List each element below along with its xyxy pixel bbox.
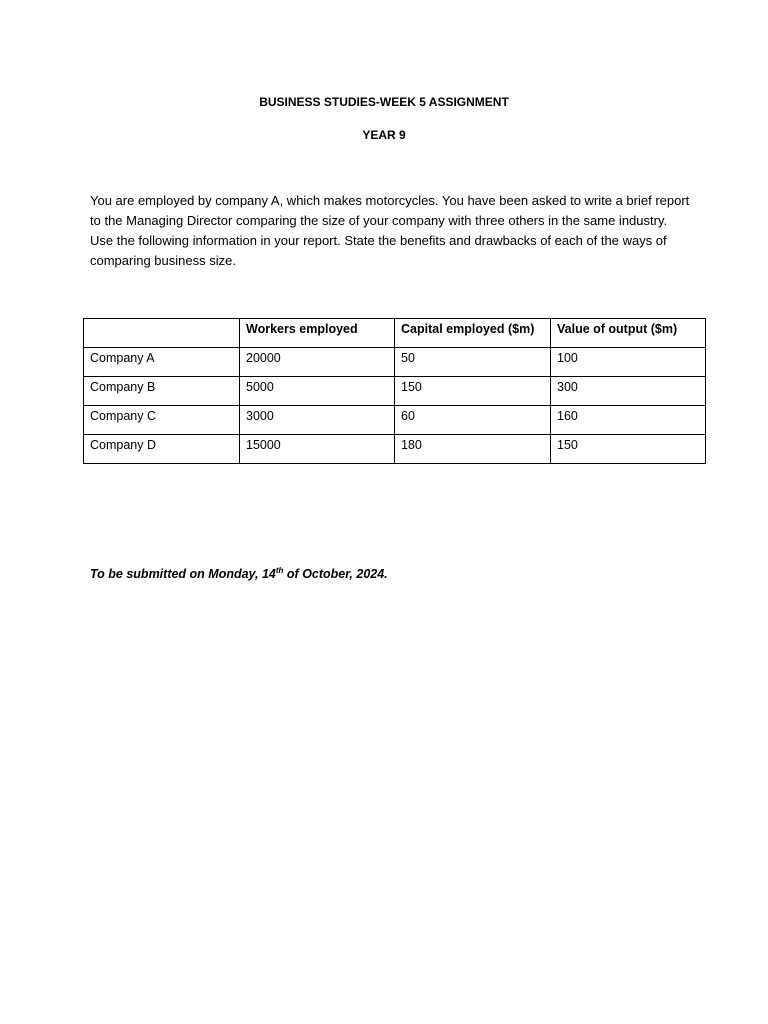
table-cell: 300 xyxy=(551,377,706,406)
deadline-superscript: th xyxy=(275,565,284,575)
table-header-cell: Value of output ($m) xyxy=(551,319,706,348)
intro-paragraph xyxy=(90,191,690,271)
table-header-row xyxy=(84,319,706,348)
document-subtitle: YEAR 9 xyxy=(362,128,406,142)
table-header-cell: Workers employed xyxy=(240,319,395,348)
intro-line: You are employed by company A, which makes motorcycles. You have been asked to write a brief report xyxy=(90,193,690,208)
table-cell: Company B xyxy=(84,377,240,406)
intro-line: comparing business size. xyxy=(90,253,236,268)
intro-line: Use the following information in your report. State the benefits and drawbacks of each of the ways of xyxy=(90,233,667,248)
table-row xyxy=(84,348,706,377)
table-row xyxy=(84,406,706,435)
table-cell: 100 xyxy=(551,348,706,377)
deadline-suffix: of October, 2024. xyxy=(283,567,388,581)
table-cell: 150 xyxy=(395,377,551,406)
table-cell: Company C xyxy=(84,406,240,435)
table-cell: 50 xyxy=(395,348,551,377)
company-comparison-table xyxy=(83,318,706,464)
table-cell: Company D xyxy=(84,435,240,464)
table-cell: 60 xyxy=(395,406,551,435)
table-header-cell xyxy=(84,319,240,348)
table-cell: 3000 xyxy=(240,406,395,435)
document-title: BUSINESS STUDIES-WEEK 5 ASSIGNMENT xyxy=(259,95,509,109)
table-cell: Company A xyxy=(84,348,240,377)
intro-line: to the Managing Director comparing the size of your company with three others in the same industry. xyxy=(90,213,668,228)
table-header-cell: Capital employed ($m) xyxy=(395,319,551,348)
table-row xyxy=(84,377,706,406)
table-cell: 180 xyxy=(395,435,551,464)
table-cell: 150 xyxy=(551,435,706,464)
deadline-prefix: To be submitted on Monday, 14 xyxy=(90,567,276,581)
table-row xyxy=(84,435,706,464)
table-cell: 20000 xyxy=(240,348,395,377)
submission-deadline xyxy=(90,567,388,581)
table-cell: 15000 xyxy=(240,435,395,464)
table-cell: 160 xyxy=(551,406,706,435)
table-cell: 5000 xyxy=(240,377,395,406)
